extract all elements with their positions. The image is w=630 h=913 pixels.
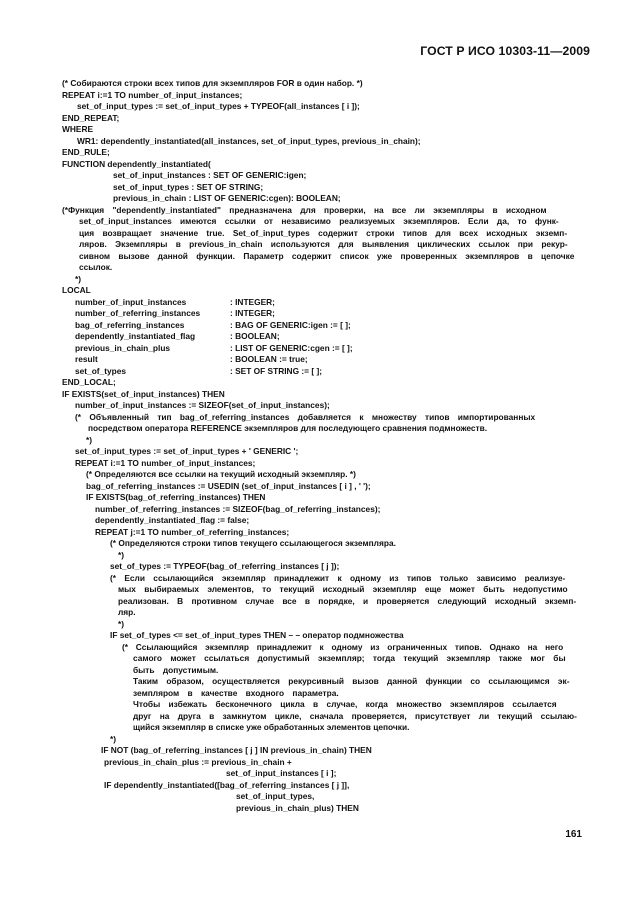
comment-line: мых выбираемых элементов, то текущий исходный экземпляр еще может быть недопустимо [118, 584, 568, 594]
comment-line: сивном вызове данной функции. Параметр содержит список уже проверенных экземпляров в цепочке [79, 250, 575, 261]
local-var-row [0, 366, 630, 378]
local-var-name: bag_of_referring_instances [75, 319, 185, 330]
comment-line: (* Объявленный тип bag_of_referring_instances добавляется к множеству типов импортированных [75, 411, 536, 422]
code-line: set_of_input_instances : SET OF GENERIC:igen; [113, 170, 307, 180]
code-line: END_LOCAL; [62, 377, 116, 387]
comment-line: (*Функция "dependently_instantiated" предназначена для проверки, на все ли экземпляры в исходном [62, 204, 547, 215]
code-line: WR1: dependently_instantiated(all_instances, set_of_input_types, previous_in_chain); [77, 135, 421, 146]
comment-line: ляров. Экземпляры в previous_in_chain используются для выявления циклических ссылок при рекур- [79, 239, 568, 249]
code-line: dependently_instantiated_flag := false; [95, 515, 250, 525]
local-var-type: : SET OF STRING := [ ]; [230, 365, 323, 376]
comment-block [0, 205, 630, 274]
comment-end: *) [110, 733, 117, 744]
code-line: set_of_input_types, [236, 791, 315, 801]
code-line: set_of_input_types : SET OF STRING; [113, 181, 264, 192]
local-var-type: : BOOLEAN; [230, 331, 280, 341]
code-line: END_REPEAT; [62, 112, 120, 123]
comment-line: ляр. [118, 607, 136, 617]
code-line: number_of_input_instances := SIZEOF(set_of_input_instances); [75, 400, 330, 410]
local-var-row [0, 354, 630, 366]
local-var-type: : INTEGER; [230, 296, 275, 307]
code-line: REPEAT i:=1 TO number_of_input_instances; [75, 457, 256, 468]
comment-line: быть допустимым. [133, 664, 219, 675]
code-line: set_of_input_types := set_of_input_types + TYPEOF(all_instances [ i ]); [77, 101, 360, 111]
local-var-type: : INTEGER; [230, 308, 275, 318]
code-line: IF set_of_types <= set_of_input_types THEN – – оператор подмножества [110, 630, 404, 640]
code-line: previous_in_chain_plus) THEN [236, 802, 359, 813]
comment-line: (* Если ссылающийся экземпляр принадлежит к одному из типов только зависимо реализуе- [110, 572, 566, 583]
comment-end: *) [75, 273, 82, 284]
comment-line: реализован. В противном случае все в порядке, и проверяется следующий исходный экземп- [118, 595, 577, 606]
page-number: 161 [565, 829, 582, 840]
comment-line: (* Определяются строки типов текущего ссылающегося экземпляра. [110, 538, 396, 548]
comment-line: ция возвращает значение true. Set_of_input_types содержит строки типов для всех исходных экземп- [79, 227, 568, 238]
comment-block [0, 412, 630, 435]
code-line: previous_in_chain_plus := previous_in_chain + [104, 756, 292, 767]
local-declarations [0, 297, 630, 378]
comment-end: *) [118, 618, 125, 629]
comment-line: друг на друга в замкнутом цикле, сначала проверяется, присутствует ли текущий ссылаю- [133, 710, 577, 721]
local-var-row [0, 308, 630, 320]
local-var-name: set_of_types [75, 365, 127, 376]
code-line: REPEAT j:=1 TO number_of_referring_instances; [95, 526, 290, 537]
comment-line: (* Ссылающийся экземпляр принадлежит к одному из ограниченных типов. Однако на него [122, 641, 564, 652]
comment-line: set_of_input_instances имеются ссылки от независимо реализуемых экземпляров. Если да, то функ- [79, 216, 559, 226]
comment-end: *) [118, 549, 125, 560]
code-line: IF NOT (bag_of_referring_instances [ j ] IN previous_in_chain) THEN [101, 745, 372, 755]
standard-title: ГОСТ Р ИСО 10303-11—2009 [420, 44, 590, 58]
local-var-type: : BAG OF GENERIC:igen := [ ]; [230, 319, 351, 330]
comment-block [0, 573, 630, 619]
comment-line: самого может ссылаться допустимый экземпляр; тогда текущий экземпляр также мог бы [133, 653, 566, 663]
local-var-type: : LIST OF GENERIC:cgen := [ ]; [230, 342, 353, 353]
local-var-name: result [75, 354, 98, 364]
comment-line: посредством оператора REFERENCE экземпляров для последующего сравнения подмножеств. [88, 423, 488, 433]
comment-line: Таким образом, осуществляется рекурсивный вызов данной функции со ссылающимся эк- [133, 676, 570, 686]
local-var-type: : BOOLEAN := true; [230, 354, 308, 364]
comment-end: *) [86, 434, 93, 445]
local-var-row [0, 343, 630, 355]
comment-line: Чтобы избежать бесконечного цикла в случае, когда множество экземпляров ссылается [133, 699, 557, 709]
code-line: previous_in_chain : LIST OF GENERIC:cgen): BOOLEAN; [113, 193, 341, 203]
code-line: REPEAT i:=1 TO number_of_input_instances; [62, 89, 243, 100]
code-line: END_RULE; [62, 147, 110, 157]
code-line: WHERE [62, 124, 94, 134]
code-line: (* Собираются строки всех типов для экземпляров FOR в один набор. *) [62, 78, 363, 88]
local-var-row [0, 297, 630, 309]
code-line: set_of_types := TYPEOF(bag_of_referring_instances [ j ]); [110, 561, 340, 571]
code-line: LOCAL [62, 285, 91, 295]
local-var-name: previous_in_chain_plus [75, 342, 171, 353]
comment-line: щийся экземпляр в списке уже обработанных элементов цепочки. [133, 722, 410, 732]
code-line: IF EXISTS(bag_of_referring_instances) THEN [86, 492, 266, 502]
code-line: set_of_input_instances [ i ]; [226, 768, 337, 778]
code-line: IF dependently_instantiated([bag_of_referring_instances [ j ]], [104, 779, 350, 790]
local-var-row [0, 331, 630, 343]
comment-line: (* Определяются все ссылки на текущий исходный экземпляр. *) [86, 469, 356, 479]
local-var-name: dependently_instantiated_flag [75, 331, 196, 341]
code-listing [0, 78, 630, 814]
code-line: IF EXISTS(set_of_input_instances) THEN [62, 388, 225, 399]
local-var-row [0, 320, 630, 332]
code-line: set_of_input_types := set_of_input_types + ' GENERIC '; [75, 446, 299, 456]
code-line: bag_of_referring_instances := USEDIN (set_of_input_instances [ i ] , ' '); [86, 480, 371, 491]
code-line: FUNCTION dependently_instantiated( [62, 158, 211, 169]
local-var-name: number_of_input_instances [75, 296, 187, 307]
local-var-name: number_of_referring_instances [75, 308, 201, 318]
comment-block [0, 642, 630, 734]
comment-line: земпляром в качестве входного параметра. [133, 687, 339, 698]
comment-line: ссылок. [79, 262, 113, 272]
code-line: number_of_referring_instances := SIZEOF(bag_of_referring_instances); [95, 503, 381, 514]
